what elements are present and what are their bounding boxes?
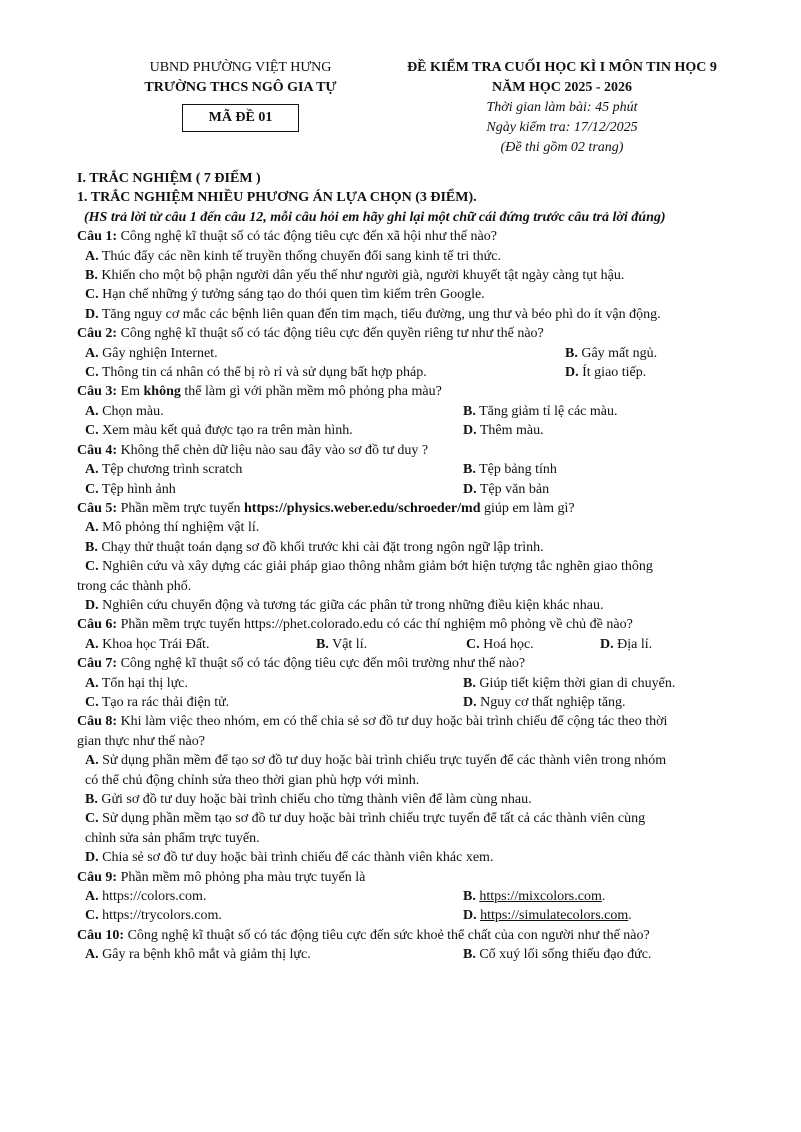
option-d — [463, 480, 549, 499]
option-text: Nghiên cứu và xây dựng các giải pháp giao thông nhằm giảm bớt hiện tượng tắc nghẽn giao thông — [102, 559, 653, 575]
option-text: https://colors.com. — [102, 889, 207, 905]
option-letter: B. — [463, 403, 476, 419]
question-text: Công nghệ kĩ thuật số có tác động tiêu cực đến quyền riêng tư như thế nào? — [117, 326, 544, 342]
option-letter: C. — [85, 365, 99, 381]
option-text: Sử dụng phần mềm để tạo sơ đồ tư duy hoặc bài trình chiếu trực tuyến để các thành viên trong nhóm — [102, 753, 667, 769]
option-a — [85, 344, 565, 363]
subsection-heading: 1. TRẮC NGHIỆM NHIỀU PHƯƠNG ÁN LỰA CHỌN (3 ĐIỂM). — [77, 190, 477, 206]
option-d — [565, 363, 646, 382]
option-a — [85, 945, 463, 964]
option-d — [77, 596, 767, 615]
option-letter: A. — [85, 675, 99, 691]
question-text: Khi làm việc theo nhóm, em có thể chia sẻ sơ đồ tư duy hoặc bài trình chiếu để cộng tác theo thời — [117, 714, 668, 730]
option-text: Tăng giảm tỉ lệ các màu. — [479, 403, 618, 419]
option-text: Khoa học Trái Đất. — [102, 636, 210, 652]
option-d — [77, 305, 767, 324]
exam-title: ĐỀ KIỂM TRA CUỐI HỌC KÌ I MÔN TIN HỌC 9 — [407, 60, 717, 75]
option-text: Chia sẻ sơ đồ tư duy hoặc bài trình chiếu để các thành viên khác xem. — [102, 850, 494, 866]
section-heading: I. TRẮC NGHIỆM ( 7 ĐIỂM ) — [77, 171, 261, 186]
option-letter: A. — [85, 753, 99, 769]
option-a — [77, 751, 767, 770]
option-b — [316, 635, 466, 654]
question-1 — [77, 227, 767, 246]
option-c — [77, 809, 767, 828]
option-a — [85, 674, 463, 693]
option-letter: D. — [85, 597, 99, 613]
question-text: Công nghệ kĩ thuật số có tác động tiêu cực đến sức khoẻ thể chất của con người như thế nào? — [124, 927, 650, 943]
option-punct: . — [601, 889, 606, 905]
option-letter: A. — [85, 345, 99, 361]
option-b — [77, 790, 767, 809]
question-text: thể làm gì với phần mềm mô phỏng pha màu? — [180, 384, 442, 400]
option-c — [85, 906, 463, 925]
option-row — [77, 344, 767, 363]
option-letter: A. — [85, 248, 99, 264]
option-d — [463, 693, 626, 712]
option-punct: . — [628, 908, 632, 924]
option-letter: C. — [85, 908, 99, 924]
option-b — [463, 674, 675, 693]
option-c — [85, 421, 463, 440]
option-a — [85, 460, 463, 479]
question-text: Không thể chèn dữ liệu nào sau đây vào sơ đồ tư duy ? — [117, 442, 429, 458]
option-text: Cổ xuý lối sống thiếu đạo đức. — [479, 947, 652, 963]
option-row — [77, 945, 767, 964]
option-letter: A. — [85, 462, 99, 478]
option-letter: D. — [463, 908, 477, 924]
option-text: Xem màu kết quả được tạo ra trên màn hình. — [102, 423, 353, 439]
option-text: Chạy thử thuật toán dạng sơ đồ khối trước khi cài đặt trong ngôn ngữ lập trình. — [101, 539, 544, 555]
option-letter: D. — [463, 481, 477, 497]
option-letter: B. — [85, 539, 98, 555]
option-letter: C. — [466, 636, 480, 652]
school-year: NĂM HỌC 2025 - 2026 — [492, 80, 632, 95]
option-row — [77, 693, 767, 712]
option-b — [463, 460, 557, 479]
question-number: Câu 8: — [77, 714, 118, 730]
option-letter: C. — [85, 287, 99, 303]
question-number: Câu 2: — [77, 326, 118, 342]
option-text: Thông tin cá nhân có thể bị rò rỉ và sử dụng bất hợp pháp. — [101, 365, 427, 381]
option-a — [77, 518, 767, 537]
option-text: Gửi sơ đồ tư duy hoặc bài trình chiếu cho từng thành viên để làm cùng nhau. — [101, 792, 532, 807]
option-row — [77, 906, 767, 925]
option-text: Địa lí. — [617, 636, 653, 652]
option-a — [77, 247, 767, 266]
question-number: Câu 7: — [77, 656, 118, 672]
question-number: Câu 6: — [77, 617, 118, 633]
option-text: Tăng nguy cơ mắc các bệnh liên quan đến tim mạch, tiểu đường, ung thư và béo phì do ít vận động. — [101, 306, 661, 322]
option-letter: A. — [85, 889, 99, 905]
instruction: (HS trả lời từ câu 1 đến câu 12, mỗi câu hỏi em hãy ghi lại một chữ cái đứng trước câu trả lời đúng) — [84, 209, 666, 225]
question-number: Câu 4: — [77, 442, 118, 458]
question-9 — [77, 868, 767, 887]
option-text: https://trycolors.com. — [102, 908, 222, 924]
option-text: Thúc đẩy các nền kinh tế truyền thống chuyển đổi sang kinh tế tri thức. — [101, 248, 501, 264]
option-row — [77, 887, 767, 906]
option-text: Nguy cơ thất nghiệp tăng. — [480, 694, 626, 710]
question-text: Phần mềm trực tuyến https://phet.colorado.edu có các thí nghiệm mô phỏng về chủ đề nào? — [117, 617, 633, 633]
option-row — [77, 674, 767, 693]
header-right — [372, 58, 752, 158]
question-number: Câu 1: — [77, 229, 118, 245]
option-text: Hoá học. — [483, 636, 534, 652]
option-row — [77, 635, 767, 654]
option-letter: D. — [565, 365, 579, 381]
question-7 — [77, 654, 767, 673]
header-left — [98, 58, 383, 132]
question-emphasis: không — [143, 384, 181, 400]
option-text: Sử dụng phần mềm tạo sơ đồ tư duy hoặc bài trình chiếu trực tuyến để tất cả các thành viên cùng — [102, 811, 646, 827]
option-b — [77, 266, 767, 285]
option-letter: B. — [85, 268, 98, 284]
option-b — [565, 344, 657, 363]
question-text: Phần mềm trực tuyến — [117, 500, 245, 516]
option-text: Tệp bảng tính — [479, 462, 557, 478]
option-text: Chọn màu. — [102, 403, 164, 419]
question-4 — [77, 441, 767, 460]
option-text: Tệp hình ảnh — [101, 481, 176, 497]
option-letter: B. — [565, 345, 578, 361]
option-a — [85, 402, 463, 421]
option-letter: A. — [85, 636, 99, 652]
option-a — [85, 635, 316, 654]
question-text: Phần mềm mô phỏng pha màu trực tuyến là — [117, 869, 366, 885]
option-letter: D. — [463, 423, 477, 439]
option-letter: B. — [463, 889, 476, 905]
option-letter: C. — [85, 694, 99, 710]
option-c — [77, 285, 767, 304]
option-d — [463, 421, 544, 440]
question-5 — [77, 499, 767, 518]
option-text: Mô phỏng thí nghiệm vật lí. — [102, 520, 260, 536]
exam-date: Ngày kiểm tra: 17/12/2025 — [486, 120, 638, 135]
page-count: (Đề thi gồm 02 trang) — [500, 140, 624, 155]
option-text: Khiến cho một bộ phận người dân yếu thế như người già, người khuyết tật ngày càng tụt hậu. — [101, 268, 625, 284]
question-text: Công nghệ kĩ thuật số có tác động tiêu cực đến xã hội như thế nào? — [117, 229, 497, 245]
option-c — [77, 557, 767, 576]
question-2 — [77, 324, 767, 343]
option-b — [463, 402, 617, 421]
option-c-continued: chỉnh sửa sản phẩm trực tuyến. — [85, 830, 260, 846]
option-text: Ít giao tiếp. — [582, 365, 647, 381]
option-text: Giúp tiết kiệm thời gian di chuyển. — [479, 675, 676, 691]
option-row — [77, 363, 767, 382]
question-10 — [77, 926, 767, 945]
option-row — [77, 480, 767, 499]
option-text: Tệp văn bản — [479, 481, 550, 497]
option-letter: D. — [85, 306, 99, 322]
question-3 — [77, 382, 767, 401]
option-letter: C. — [85, 423, 99, 439]
option-letter: A. — [85, 520, 99, 536]
option-text: Tổn hại thị lực. — [101, 675, 189, 691]
option-letter: C. — [85, 481, 99, 497]
option-c — [85, 480, 463, 499]
option-text: Hạn chế những ý tưởng sáng tạo do thói quen tìm kiếm trên Google. — [102, 287, 485, 303]
option-text: Gây nghiện Internet. — [102, 345, 218, 361]
option-letter: B. — [463, 675, 476, 691]
option-letter: A. — [85, 947, 99, 963]
question-6 — [77, 615, 767, 634]
exam-body — [77, 169, 767, 965]
question-number: Câu 3: — [77, 384, 118, 400]
option-c — [466, 635, 600, 654]
option-d — [463, 906, 632, 925]
option-a-continued: có thể chủ động chỉnh sửa theo thời gian phù hợp với mình. — [85, 772, 420, 788]
ward-name: UBND PHƯỜNG VIỆT HƯNG — [149, 60, 332, 75]
option-letter: A. — [85, 403, 99, 419]
option-letter: D. — [85, 850, 99, 866]
school-name: TRƯỜNG THCS NGÔ GIA TỰ — [144, 80, 337, 95]
option-link[interactable]: https://simulatecolors.com — [480, 908, 629, 924]
option-c-continued: trong các thành phố. — [77, 578, 192, 594]
question-number: Câu 5: — [77, 500, 118, 516]
option-row — [77, 421, 767, 440]
option-text: Gây ra bệnh khô mắt và giảm thị lực. — [102, 947, 311, 963]
option-text: Tạo ra rác thải điện tử. — [101, 694, 230, 710]
question-text: Công nghệ kĩ thuật số có tác động tiêu cực đến môi trường như thế nào? — [117, 656, 526, 672]
option-text: Vật lí. — [332, 636, 368, 652]
option-b — [463, 887, 605, 906]
question-text: Em — [117, 384, 144, 400]
option-text: Gây mất ngủ. — [581, 345, 658, 361]
exam-time: Thời gian làm bài: 45 phút — [486, 100, 638, 115]
option-a — [85, 887, 463, 906]
question-number: Câu 10: — [77, 927, 125, 943]
question-text: giúp em làm gì? — [480, 500, 575, 516]
question-text-continued: gian thực như thế nào? — [77, 733, 205, 749]
option-row — [77, 460, 767, 479]
option-c — [85, 693, 463, 712]
option-row — [77, 402, 767, 421]
option-d — [77, 848, 767, 867]
option-letter: B. — [316, 636, 329, 652]
option-letter: B. — [463, 462, 476, 478]
option-b — [77, 538, 767, 557]
option-d — [600, 635, 652, 654]
option-link[interactable]: https://mixcolors.com — [479, 889, 602, 905]
option-letter: C. — [85, 559, 99, 575]
option-text: Nghiên cứu chuyển động và tương tác giữa các phân tử trong những điều kiện khác nhau. — [102, 597, 604, 613]
option-letter: D. — [463, 694, 477, 710]
option-b — [463, 945, 651, 964]
option-letter: C. — [85, 811, 99, 827]
option-c — [85, 363, 565, 382]
question-number: Câu 9: — [77, 869, 118, 885]
option-letter: B. — [85, 792, 98, 807]
option-text: Thêm màu. — [479, 423, 544, 439]
exam-code: MÃ ĐỀ 01 — [182, 104, 300, 132]
option-letter: B. — [463, 947, 476, 963]
option-text: Tệp chương trình scratch — [101, 462, 243, 478]
question-url: https://physics.weber.edu/schroeder/md — [244, 500, 481, 516]
question-8 — [77, 712, 767, 731]
option-letter: D. — [600, 636, 614, 652]
